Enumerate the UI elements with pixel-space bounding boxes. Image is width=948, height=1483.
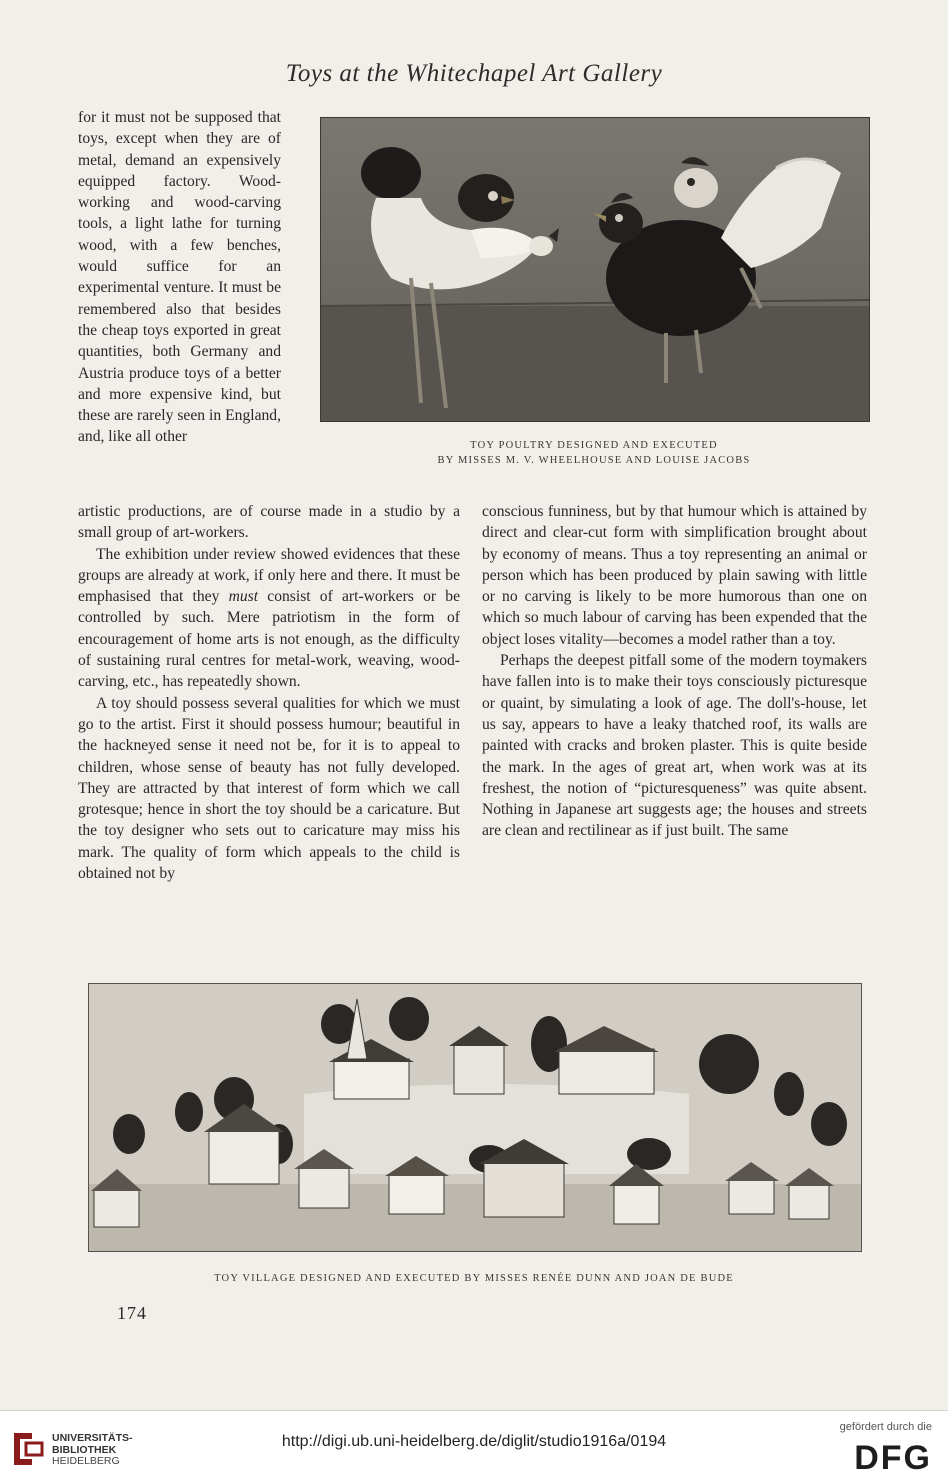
- right-text-column: [482, 501, 867, 842]
- toy-poultry-photo: [320, 117, 870, 422]
- figure2-caption: TOY VILLAGE DESIGNED AND EXECUTED BY MISSES RENÉE DUNN AND JOAN DE BUDE: [214, 1273, 734, 1284]
- paragraph: [78, 544, 460, 693]
- dfg-logo: DFG: [854, 1439, 932, 1477]
- running-head: Toys at the Whitechapel Art Gallery: [285, 60, 663, 87]
- figure1-caption-line2: BY MISSES M. V. WHEELHOUSE AND LOUISE JACOBS: [437, 455, 751, 466]
- narrow-text-column: [78, 107, 281, 448]
- library-name-line3: HEIDELBERG: [52, 1455, 120, 1467]
- toy-village-photo: [88, 983, 862, 1252]
- emphasis: must: [228, 588, 259, 606]
- funded-by-label: gefördert durch die: [839, 1421, 932, 1433]
- paragraph: conscious funniness, but by that humour which is attained by direct and clear-cut form with simplification brought about by economy of means. Thus a toy representing an animal or person which has been produced by plain sawing with little or no carving is likely to be more humorous than one on which so much labour of carving has been expended that the object loses vitality—becomes a model rather than a toy.: [482, 503, 867, 648]
- footer-bar: [0, 1410, 948, 1483]
- paragraph: artistic productions, are of course made in a studio by a small group of art-workers.: [78, 503, 460, 542]
- page-number: 174: [117, 1303, 147, 1323]
- figure1-caption-line1: TOY POULTRY DESIGNED AND EXECUTED: [470, 440, 718, 451]
- permalink-url[interactable]: http://digi.ub.uni-heidelberg.de/diglit/studio1916a/0194: [281, 1433, 667, 1450]
- library-name-line2: BIBLIOTHEK: [52, 1443, 117, 1456]
- toy-village-illustration: [89, 984, 861, 1251]
- text-run: The exhibition under review showed evidences that these groups are already at work, if only here and there. It must be emphasised that they: [78, 545, 460, 606]
- paragraph: Perhaps the deepest pitfall some of the modern toymakers have fallen into is to make their toys consciously picturesque or quaint, by simulating a look of age. The doll's-house, let us say, appears to have a leaky thatched roof, its walls are painted with cracks and broken plaster. This is quite beside the mark. In the ages of great art, when work was at its freshest, the notion of “picturesqueness” was quite absent. Nothing in Japanese art suggests age; the houses and streets are clean and rectilinear as if just built. The same: [482, 652, 867, 840]
- text-run: consist of art-workers or be controlled by such. Mere patriotism in the form of encouragement of home arts is not enough, as the difficulty of sustaining rural centres for metal-work, weaving, wood-carving, etc., has repeatedly shown.: [78, 588, 460, 691]
- left-text-column: [78, 501, 460, 884]
- paragraph: for it must not be supposed that toys, except when they are of metal, demand an expensively equipped factory. Wood-working and wood-carving tools, a light lathe for turning wood, with a few benches, would suffice for an experimental venture. It must be remembered also that besides the cheap toys exported in great quantities, both Germany and Austria produce toys of a better and more expensive kind, but these are rarely seen in England, and, like all other: [78, 109, 281, 446]
- toy-poultry-illustration: [321, 118, 869, 421]
- paragraph: A toy should possess several qualities for which we must go to the artist. First it should possess humour; beautiful in the hackneyed sense it need not be, for it is to appeal to children, whose sense of beauty has not fully developed. They are attracted by that interest of form which we call grotesque; hence in short the toy should be a caricature. But the toy designer who sets out to caricature may miss his mark. The quality of form which appeals to the child is obtained not by: [78, 694, 460, 883]
- library-name-line1: UNIVERSITÄTS-: [52, 1432, 133, 1444]
